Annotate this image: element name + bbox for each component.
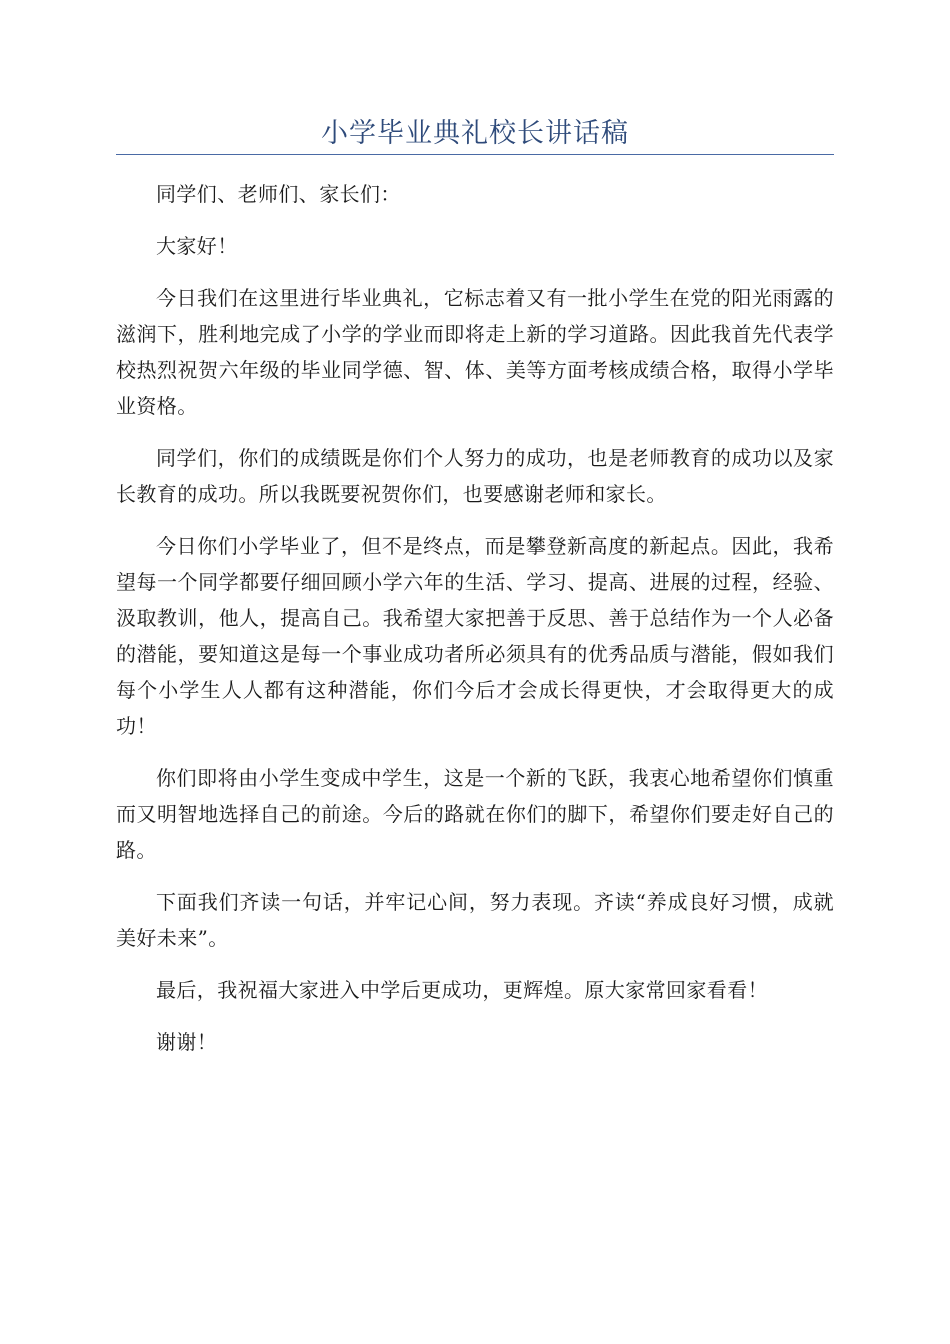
paragraph: 你们即将由小学生变成中学生，这是一个新的飞跃，我衷心地希望你们慎重而又明智地选择自己的前途。今后的路就在你们的脚下，希望你们要走好自己的路。 — [116, 766, 834, 862]
paragraph-closing: 最后，我祝福大家进入中学后更成功，更辉煌。原大家常回家看看！ — [156, 978, 768, 1002]
paragraph-salutation: 同学们、老师们、家长们： — [156, 182, 401, 206]
paragraph: 下面我们齐读一句话，并牢记心间，努力表现。齐读“养成良好习惯，成就美好未来”。 — [116, 890, 834, 950]
document-body — [116, 176, 834, 1076]
title-underline — [116, 154, 834, 155]
paragraph-greeting: 大家好！ — [156, 234, 238, 258]
document-title: 小学毕业典礼校长讲话稿 — [321, 118, 629, 149]
paragraph: 同学们，你们的成绩既是你们个人努力的成功，也是老师教育的成功以及家长教育的成功。所以我既要祝贺你们，也要感谢老师和家长。 — [116, 446, 834, 506]
paragraph: 今日你们小学毕业了，但不是终点，而是攀登新高度的新起点。因此，我希望每一个同学都要仔细回顾小学六年的生活、学习、提高、进展的过程，经验、汲取教训，他人，提高自己。我希望大家把善于反思、善于总结作为一个人必备的潜能，要知道这是每一个事业成功者所必须具有的优秀品质与潜能，假如我们每个小学生人人都有这种潜能，你们今后才会成长得更快，才会取得更大的成功！ — [116, 534, 834, 738]
paragraph-thanks: 谢谢！ — [156, 1030, 218, 1054]
paragraph: 今日我们在这里进行毕业典礼，它标志着又有一批小学生在党的阳光雨露的滋润下，胜利地完成了小学的学业而即将走上新的学习道路。因此我首先代表学校热烈祝贺六年级的毕业同学德、智、体、美等方面考核成绩合格，取得小学毕业资格。 — [116, 286, 834, 418]
